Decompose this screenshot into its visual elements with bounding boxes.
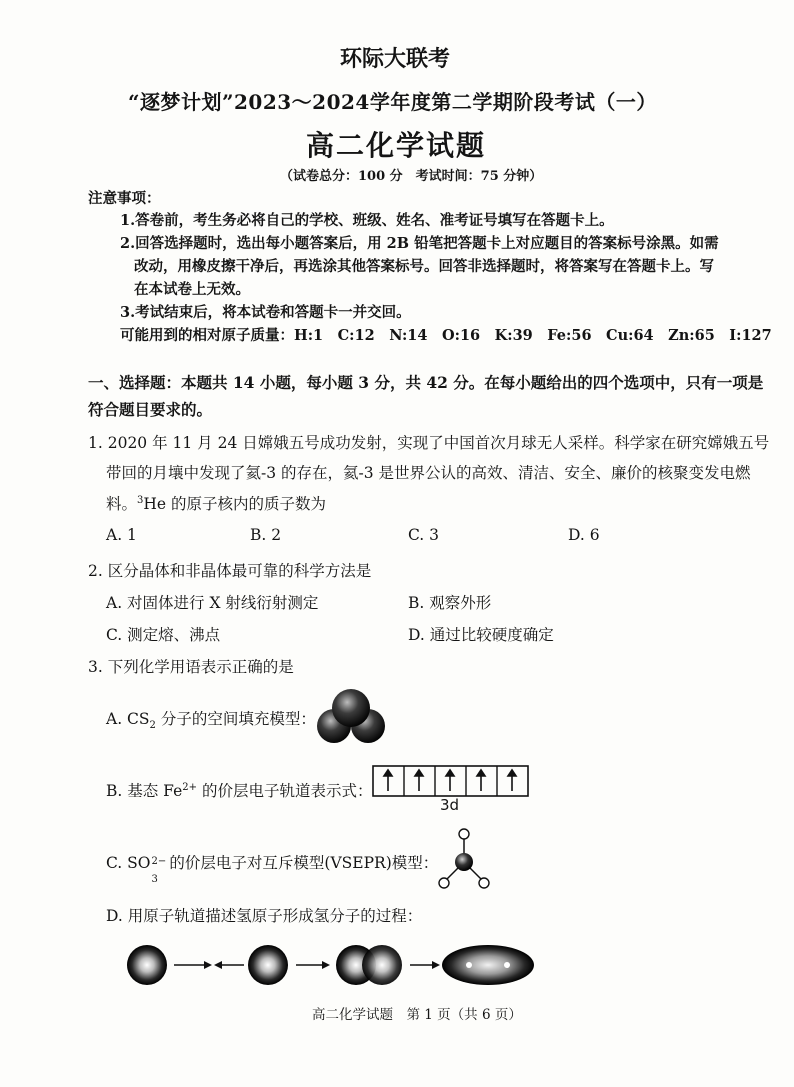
q2-option-d: D. 通过比较硬度确定 bbox=[408, 626, 554, 644]
q2-option-b: B. 观察外形 bbox=[408, 594, 492, 612]
q2-stem: 2. 区分晶体和非晶体最可靠的科学方法是 bbox=[88, 562, 372, 580]
note-item-3: 3.考试结束后，将本试卷和答题卡一并交回。 bbox=[120, 304, 411, 321]
note-item-2-line-1: 2.回答选择题时，选出每小题答案后，用 2B 铅笔把答题卡上对应题目的答案标号涂黑。如需 bbox=[120, 235, 719, 252]
q3-option-b: B. 基态 $Fe^{2+}$ 的价层电子轨道表示式： bbox=[106, 781, 373, 800]
note-item-1: 1.答卷前，考生务必将自己的学校、班级、姓名、准考证号填写在答题卡上。 bbox=[120, 212, 614, 229]
q1-stem-line-2: 带回的月壤中发现了氦-3 的存在，氦-3 是世界公认的高效、清洁、安全、廉价的核聚变发电燃 bbox=[106, 464, 751, 482]
q2-option-a: A. 对固体进行 X 射线衍射测定 bbox=[106, 594, 319, 612]
q1-option-d: D. 6 bbox=[568, 526, 600, 544]
atomic-masses: 可能用到的相对原子质量：H:1 C:12 N:14 O:16 K:39 Fe:56 Cu:64 Zn:65 I:127 bbox=[120, 327, 772, 344]
notes-heading: 注意事项： bbox=[88, 190, 161, 207]
q1-option-a: A. 1 bbox=[106, 526, 137, 544]
q1-option-b: B. 2 bbox=[250, 526, 282, 544]
exam-name-title: “逐梦计划”2023～2024学年度第二学期阶段考试（一） bbox=[128, 90, 657, 114]
fe2-orbital-boxes bbox=[372, 765, 530, 797]
orbital-label-3d: 3d bbox=[440, 796, 460, 814]
exam-org-title: 环际大联考 bbox=[340, 46, 451, 72]
cs2-space-filling-model bbox=[314, 684, 394, 754]
so3-vsepr-model bbox=[434, 828, 494, 892]
note-item-2-line-2: 改动，用橡皮擦干净后，再选涂其他答案标号。回答非选择题时，将答案写在答题卡上。写 bbox=[134, 258, 714, 275]
q2-option-c: C. 测定熔、沸点 bbox=[106, 626, 221, 644]
q1-stem-line-1: 1. 2020 年 11 月 24 日嫦娥五号成功发射，实现了中国首次月球无人采样。科学家在研究嫦娥五号 bbox=[88, 434, 770, 452]
note-item-2-line-3: 在本试卷上无效。 bbox=[134, 281, 250, 298]
h2-formation-diagram bbox=[126, 940, 536, 990]
exam-meta: （试卷总分：100 分 考试时间：75 分钟） bbox=[280, 169, 543, 184]
q3-option-a: A. $CS_2$ 分子的空间填充模型： bbox=[106, 710, 316, 732]
q3-option-c: C. SO 2− 3 的价层电子对互斥模型(VSEPR)模型： bbox=[106, 854, 439, 885]
q3-option-d: D. 用原子轨道描述氢原子形成氢分子的过程： bbox=[106, 907, 423, 925]
q1-option-c: C. 3 bbox=[408, 526, 440, 544]
q3-stem: 3. 下列化学用语表示正确的是 bbox=[88, 658, 294, 676]
subject-title: 高二化学试题 bbox=[306, 129, 487, 162]
q1-stem-line-3: 料。$^3$He 的原子核内的质子数为 bbox=[106, 494, 327, 513]
page-footer: 高二化学试题 第 1 页（共 6 页） bbox=[312, 1007, 522, 1023]
section-1-heading-line-2: 符合题目要求的。 bbox=[88, 400, 213, 419]
section-1-heading-line-1: 一、选择题：本题共 14 小题，每小题 3 分，共 42 分。在每小题给出的四个选项中，只有一项是 bbox=[88, 373, 764, 392]
